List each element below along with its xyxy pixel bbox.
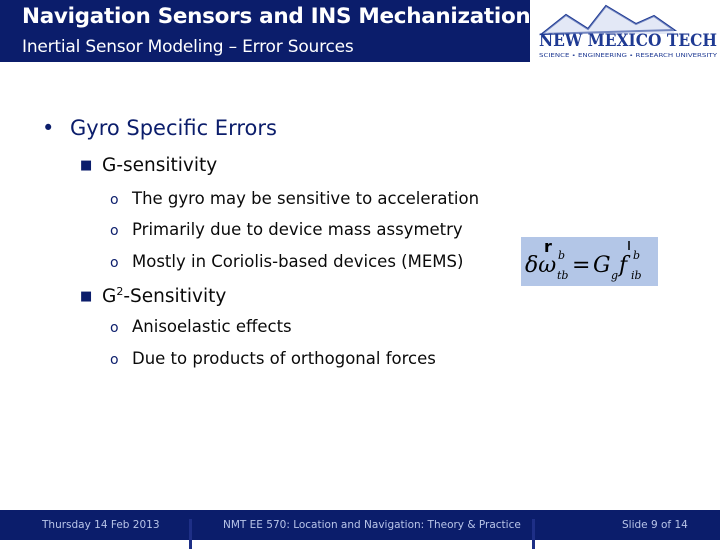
slide-footer (0, 510, 720, 540)
slide-subtitle: Inertial Sensor Modeling – Error Sources (22, 37, 354, 57)
subheading-g2-sensitivity: ■ $G^2$-Sensitivity (80, 285, 227, 308)
svg-text:f: f (619, 253, 628, 278)
svg-text:r: r (544, 237, 552, 256)
footer-course: NMT EE 570: Location and Navigation: Theory & Practice (223, 519, 521, 531)
svg-text:G: G (593, 253, 611, 278)
svg-text:g: g (611, 269, 619, 282)
equation-box (521, 237, 658, 286)
footer-divider-1 (189, 519, 192, 549)
logo-name: NEW MEXICO TECH (539, 31, 717, 50)
item-mass-asymmetry: o Primarily due to device mass assymetry (110, 220, 463, 239)
item-acceleration: o The gyro may be sensitive to acceleration (110, 189, 480, 208)
item-anisoelastic: o Anisoelastic effects (110, 317, 292, 336)
svg-text:=: = (572, 253, 591, 278)
svg-text:ib: ib (631, 269, 642, 282)
svg-text:tb: tb (557, 269, 569, 282)
slide-title: Navigation Sensors and INS Mechanization (22, 4, 531, 29)
item-orthogonal-forces: o Due to products of orthogonal forces (110, 349, 436, 368)
footer-slide-number: Slide 9 of 14 (622, 519, 688, 531)
footer-divider-2 (532, 519, 535, 549)
logo-tagline: SCIENCE • ENGINEERING • RESEARCH UNIVERSITY (539, 53, 718, 59)
svg-text:b: b (633, 249, 641, 262)
bullet-gyro-errors: • Gyro Specific Errors (42, 116, 277, 140)
gyro-error-equation (521, 237, 658, 286)
subheading-g-sensitivity: ■ G-sensitivity (80, 155, 218, 176)
svg-text:δω: δω (525, 253, 557, 278)
footer-date: Thursday 14 Feb 2013 (42, 519, 160, 531)
item-coriolis: o Mostly in Coriolis-based devices (MEMS) (110, 252, 464, 271)
svg-text:b: b (558, 249, 566, 262)
